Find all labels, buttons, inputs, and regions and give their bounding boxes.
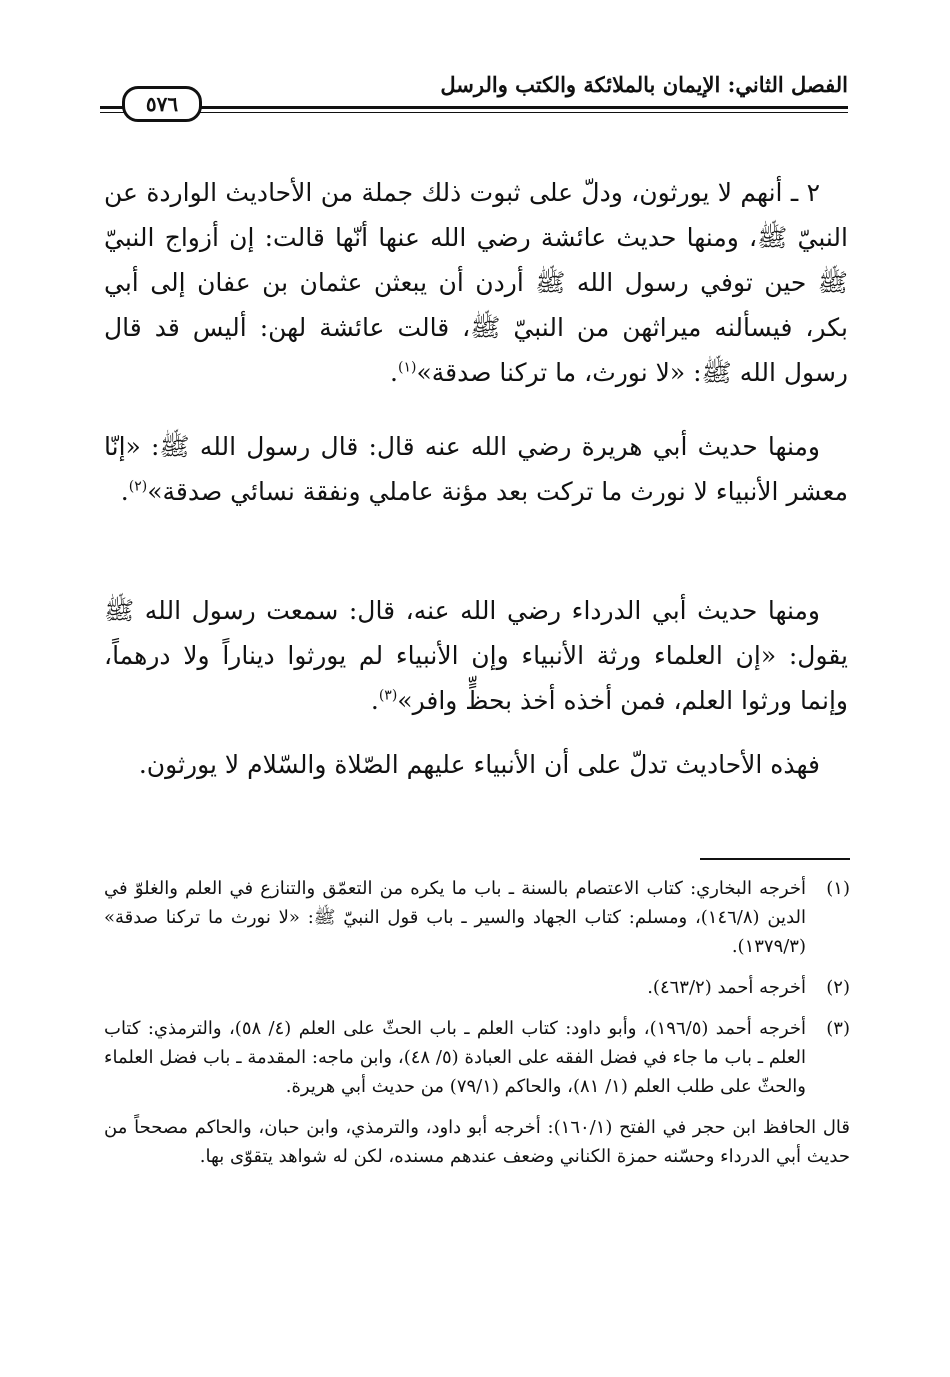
page-number-badge	[122, 86, 202, 122]
paragraph-1-text: ٢ ـ أنهم لا يورثون، ودلّ على ثبوت ذلك جملة من الأحاديث الواردة عن النبيّ ﷺ، ومنها حديث عائشة رضي الله عنها أنّها قالت: إن أزواج النبيّ ﷺ حين توفي رسول الله ﷺ أردن أن يبعثن عثمان بن عفان إلى أبي بكر، فيسألنه ميراثهن من النبيّ ﷺ، قالت عائشة لهن: أليس قد قال رسول الله ﷺ: «لا نورث، ما تركنا صدقة»	[104, 178, 848, 387]
footnote-1	[104, 874, 850, 961]
footnote-number: (١)	[826, 878, 850, 899]
body-paragraph-1	[104, 170, 848, 395]
footnote-note: قال الحافظ ابن حجر في الفتح (١٦٠/١): أخرجه أبو داود، والترمذي، وابن حبان، والحاكم مصححاً من حديث أبي الدرداء وحسّنه حمزة الكناني وضعف عندهم مسنده، لكن له شواهد يتقوّى بها.	[104, 1117, 850, 1167]
footnote-number: (٣)	[826, 1018, 850, 1039]
footnote-ref-2: (٢)	[128, 478, 148, 495]
page-header	[100, 62, 848, 120]
paragraph-2-text: ومنها حديث أبي هريرة رضي الله عنه قال: قال رسول الله ﷺ: «إنّا معشر الأنبياء لا نورث ما تركت بعد مؤنة عاملي ونفقة نسائي صدقة»	[104, 432, 848, 506]
footnote-text: أخرجه البخاري: كتاب الاعتصام بالسنة ـ باب ما يكره من التعمّق والتنازع في العلم والغلوّ في الدين (١٤٦/٨)، ومسلم: كتاب الجهاد والسير ـ باب قول النبيّ ﷺ: «لا نورث ما تركنا صدقة» (١٣٧٩/٣).	[104, 878, 807, 957]
footnote-2	[104, 973, 850, 1002]
footnote-ref-1: (١)	[398, 359, 417, 376]
paragraph-4-text: فهذه الأحاديث تدلّ على أن الأنبياء عليهم الصّلاة والسّلام لا يورثون.	[138, 750, 820, 779]
footnote-text: أخرجه أحمد (١٩٦/٥)، وأبو داود: كتاب العلم ـ باب الحثّ على العلم (٤/ ٥٨)، والترمذي: كتاب العلم ـ باب ما جاء في فضل الفقه على العبادة (٥/ ٤٨)، وابن ماجه: المقدمة ـ باب فضل العلماء والحثّ على طلب العلم (١/ ٨١)، والحاكم (٧٩/١) من حديث أبي هريرة.	[104, 1018, 806, 1097]
footnote-3	[104, 1014, 850, 1101]
footnote-ref-3: (٣)	[378, 687, 398, 704]
end-mark: .	[390, 358, 398, 387]
footnote-number: (٢)	[826, 977, 850, 998]
header-rule-tail	[100, 106, 122, 109]
footnote-text: أخرجه أحمد (٤٦٣/٢).	[647, 977, 806, 998]
body-paragraph-4	[104, 742, 848, 787]
header-rule-thick	[100, 106, 848, 109]
end-mark: .	[370, 686, 379, 715]
running-title: الفصل الثاني: الإيمان بالملائكة والكتب والرسل	[440, 72, 848, 97]
end-mark: .	[120, 477, 129, 506]
header-rule-thin	[100, 112, 848, 113]
footnotes	[104, 874, 850, 1171]
footnote-separator	[700, 858, 850, 860]
body-paragraph-3	[104, 588, 848, 723]
paragraph-3-text: ومنها حديث أبي الدرداء رضي الله عنه، قال: سمعت رسول الله ﷺ يقول: «إن العلماء ورثة الأنبياء وإن الأنبياء لم يورثوا ديناراً ولا درهماً، وإنما ورثوا العلم، فمن أخذه أخذ بحظٍّ وافر»	[104, 596, 848, 715]
page-number: ٥٧٦	[145, 92, 179, 116]
body-paragraph-2	[104, 424, 848, 514]
